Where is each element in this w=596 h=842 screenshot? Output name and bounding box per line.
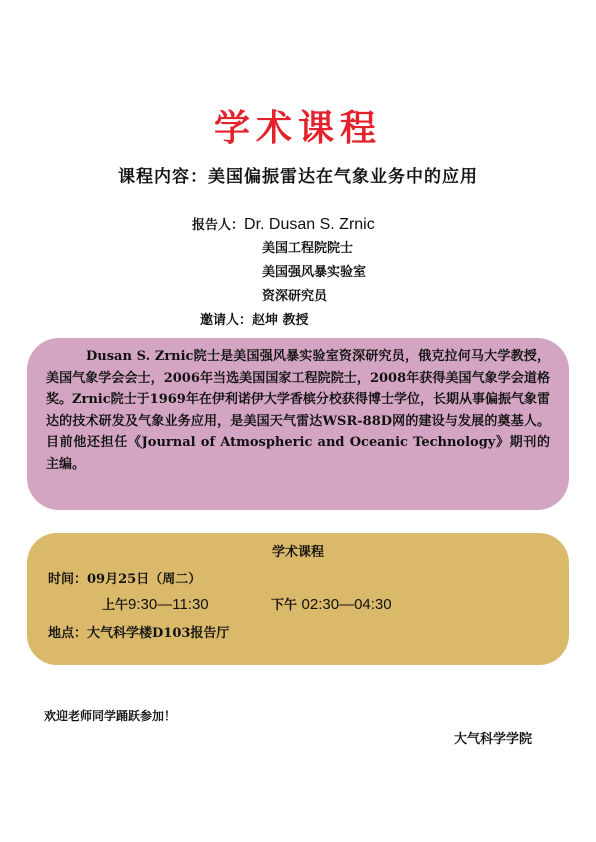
inviter-label: 邀请人： — [200, 313, 253, 328]
time-label: 时间： — [48, 572, 88, 587]
afternoon-label: 下午 — [271, 598, 298, 613]
affiliation-1: 美国工程院院士 — [262, 241, 354, 256]
place-value: 大气科学楼D103报告厅 — [87, 626, 230, 641]
course-subtitle: 课程内容：美国偏振雷达在气象业务中的应用 — [118, 167, 478, 187]
welcome-text: 欢迎老师同学踊跃参加！ — [44, 709, 177, 723]
place-label: 地点： — [48, 626, 88, 641]
bio-text: Dusan S. Zrnic院士是美国强风暴实验室资深研究员，俄克拉何马大学教授，美国气象学会会士，2006年当选美国国家工程院院士，2008年获得美国气象学会道格奖。Zrnic院士于1969年在伊利诺伊大学香槟分校获得博士学位，长期从事偏振气象雷达的技术研发及气象业务应用，是美国天气雷达WSR-88D网的建设与发展的奠基人。目前他还担任《Journal of Atmospheric and Oceanic Technology》期刊的主编。 — [46, 349, 550, 472]
course-panel-title: 学术课程 — [271, 545, 324, 560]
inviter-name: 赵坤 教授 — [252, 313, 309, 328]
reporter-name: Dr. Dusan S. Zrnic — [244, 216, 375, 233]
morning-time: 9:30—11:30 — [128, 596, 209, 613]
morning-label: 上午 — [102, 598, 129, 613]
date-value: 09月25日（周二） — [87, 572, 202, 587]
reporter-label: 报告人： — [192, 218, 245, 233]
reporter-line — [192, 214, 375, 234]
afternoon-time: 02:30—04:30 — [301, 596, 392, 613]
afternoon-row — [271, 594, 392, 613]
organizer-name: 大气科学学院 — [454, 732, 533, 747]
affiliation-3: 资深研究员 — [262, 289, 328, 304]
place-row — [48, 622, 229, 641]
inviter-line — [200, 309, 309, 328]
affiliation-2: 美国强风暴实验室 — [262, 265, 367, 280]
morning-row — [102, 594, 209, 613]
page-title: 学术课程 — [213, 107, 382, 149]
time-row — [48, 568, 201, 587]
